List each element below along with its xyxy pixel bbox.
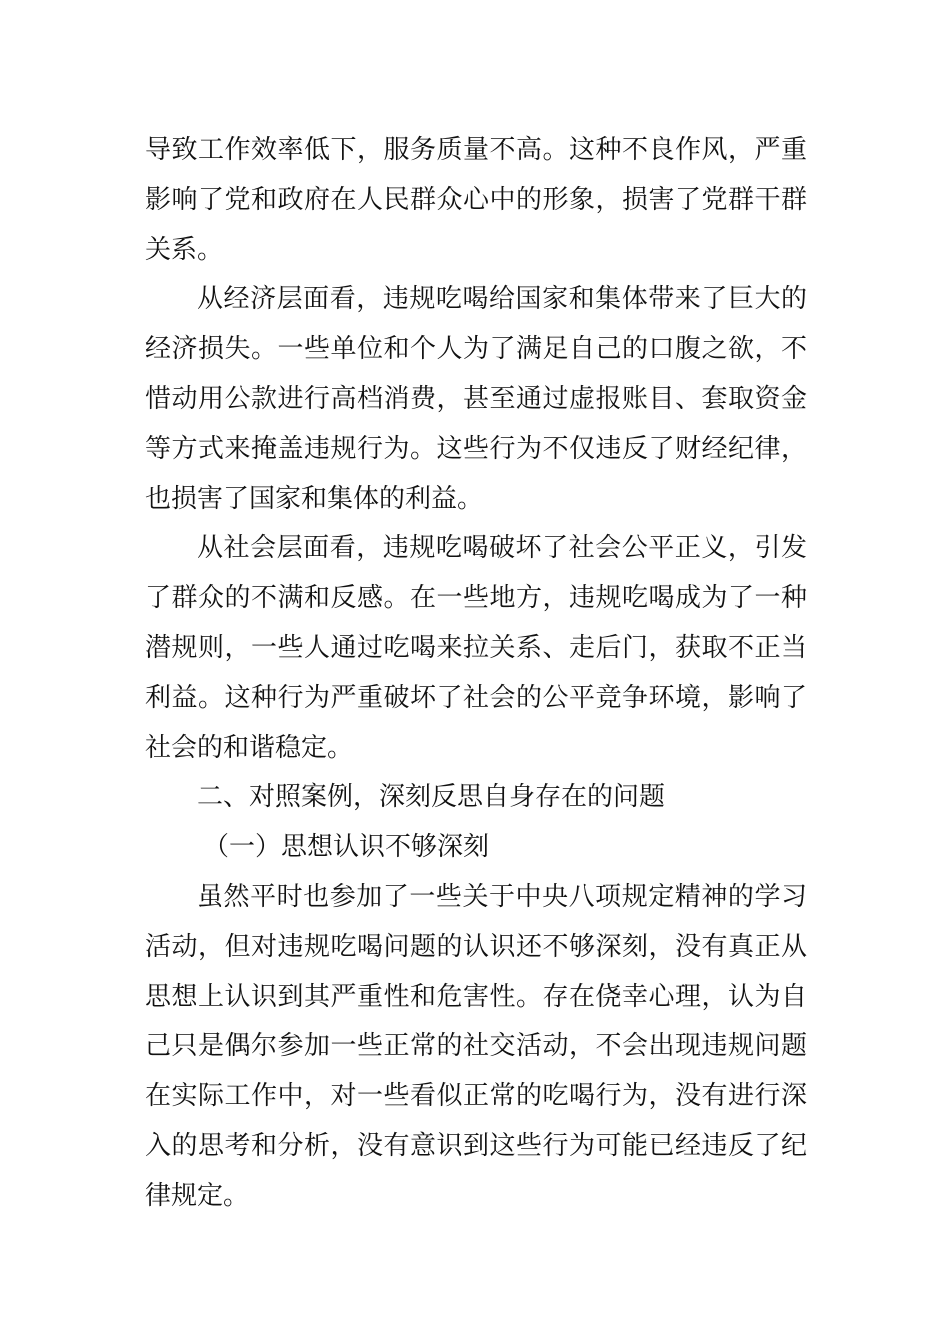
body-line: 也损害了国家和集体的利益。 (145, 483, 484, 514)
document-body (145, 126, 807, 1222)
body-line: 己只是偶尔参加一些正常的社交活动，不会出现违规问题 (145, 1031, 807, 1062)
body-line: 在实际工作中，对一些看似正常的吃喝行为，没有进行深 (145, 1081, 807, 1112)
body-line: 律规定。 (145, 1180, 250, 1211)
body-line: 经济损失。一些单位和个人为了满足自己的口腹之欲，不 (145, 334, 807, 365)
body-line: 导致工作效率低下，服务质量不高。这种不良作风，严重 (145, 135, 807, 165)
body-line: 关系。 (145, 234, 224, 265)
body-line: 活动，但对违规吃喝问题的认识还不够深刻，没有真正从 (145, 931, 807, 962)
paragraph-economic-start: 从经济层面看，违规吃喝给国家和集体带来了巨大的 (197, 284, 807, 315)
paragraph-awareness-start: 虽然平时也参加了一些关于中央八项规定精神的学习 (197, 881, 807, 912)
body-line: 等方式来掩盖违规行为。这些行为不仅违反了财经纪律， (145, 433, 807, 464)
body-line: 惜动用公款进行高档消费，甚至通过虚报账目、套取资金 (145, 383, 807, 414)
body-line: 了群众的不满和反感。在一些地方，违规吃喝成为了一种 (145, 583, 807, 614)
body-line: 影响了党和政府在人民群众心中的形象，损害了党群干群 (145, 184, 807, 215)
body-line: 入的思考和分析，没有意识到这些行为可能已经违反了纪 (145, 1130, 807, 1161)
subsection-heading: （一）思想认识不够深刻 (203, 832, 490, 863)
body-line: 利益。这种行为严重破坏了社会的公平竞争环境，影响了 (145, 682, 807, 713)
body-line: 思想上认识到其严重性和危害性。存在侥幸心理，认为自 (145, 981, 807, 1012)
body-line: 社会的和谐稳定。 (145, 732, 354, 763)
body-line: 潜规则，一些人通过吃喝来拉关系、走后门，获取不正当 (145, 632, 807, 663)
section-heading: 二、对照案例，深刻反思自身存在的问题 (197, 782, 666, 813)
paragraph-social-start: 从社会层面看，违规吃喝破坏了社会公平正义，引发 (197, 533, 807, 564)
